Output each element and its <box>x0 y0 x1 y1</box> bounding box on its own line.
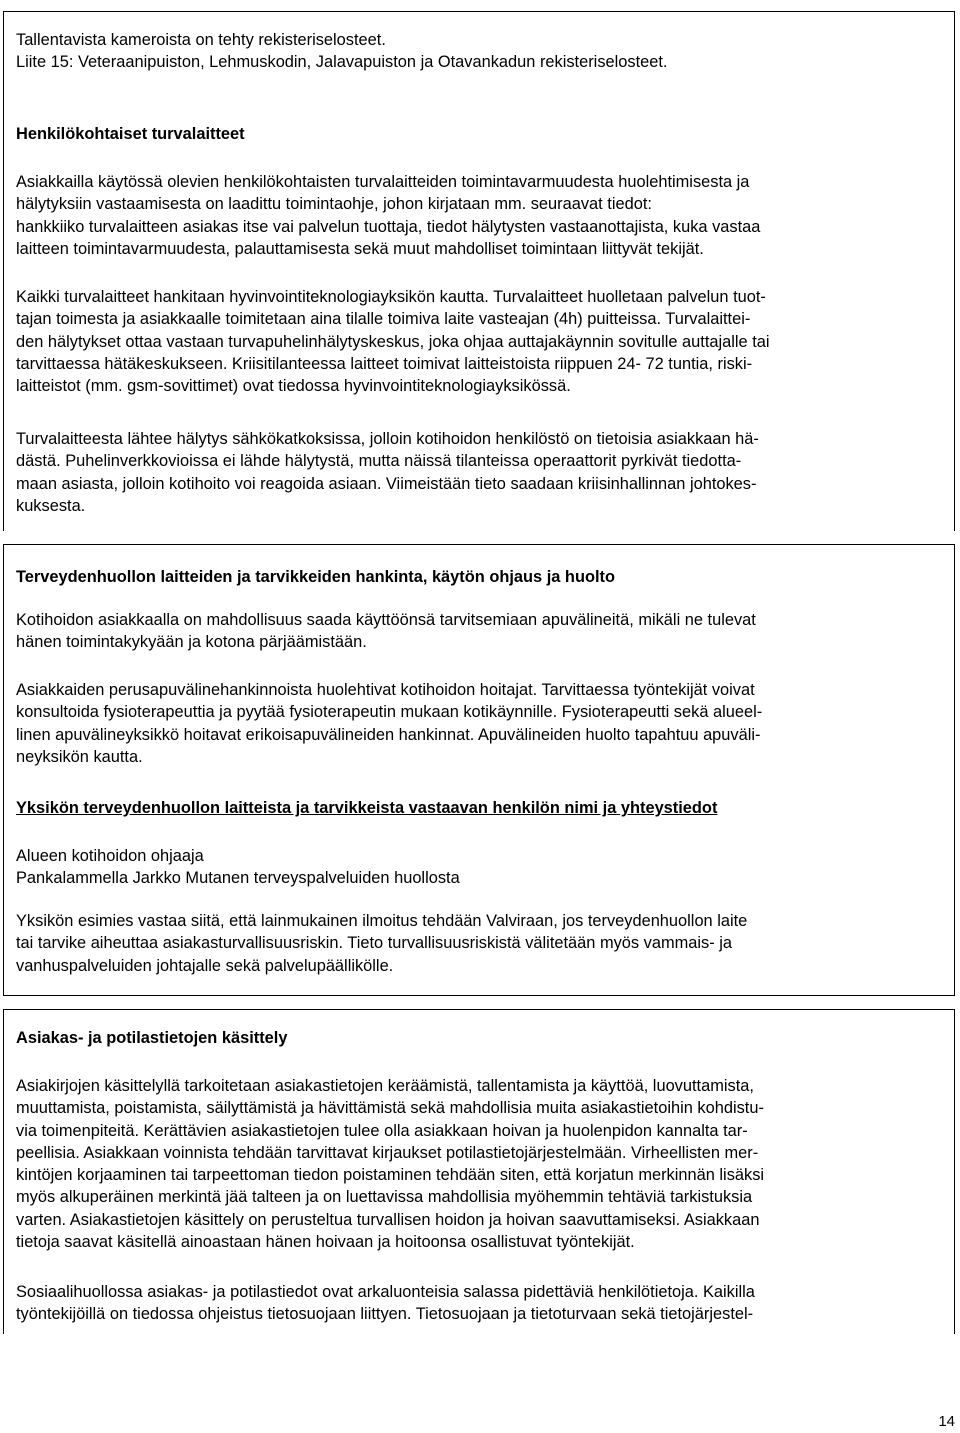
paragraph <box>16 910 941 977</box>
section-box-turvalaitteet <box>3 11 955 531</box>
text-line: Sosiaalihuollossa asiakas- ja potilastiedot ovat arkaluonteisia salassa pidettäviä henkilötietoja. Kaikilla <box>16 1283 755 1301</box>
paragraph <box>16 171 941 260</box>
text-line: konsultoida fysioterapeuttia ja pyytää fysioterapeutin mukaan kotikäynnille. Fysioterapeutti sekä alueel- <box>16 703 763 722</box>
text-line: Tallentavista kameroista on tehty rekisteriselosteet. <box>16 31 386 49</box>
text-line: Liite 15: Veteraanipuiston, Lehmuskodin, Jalavapuiston ja Otavankadun rekisteriselosteet. <box>16 53 668 72</box>
text-line: Kaikki turvalaitteet hankitaan hyvinvointiteknologiayksikön kautta. Turvalaitteet huolletaan palvelun tuot- <box>16 288 766 306</box>
text-line: Turvalaitteesta lähtee hälytys sähkökatkoksissa, jolloin kotihoidon henkilöstö on tietoisia asiakkaan hä- <box>16 430 759 448</box>
page-number: 14 <box>938 1413 955 1430</box>
text-line: tai tarvike aiheuttaa asiakasturvallisuusriskin. Tieto turvallisuusriskistä välitetään myös vammais- ja <box>16 934 733 953</box>
text-line: kintöjen korjaaminen tai tarpeettoman tiedon poistaminen tehdään siten, että korjatun merkinnän lisäksi <box>16 1166 765 1185</box>
text-line: myös alkuperäinen merkintä jää talteen ja on luettavissa mahdollisia myöhemmin tehtäviä tarkistuksia <box>16 1188 753 1207</box>
text-line: hälytyksiin vastaamisesta on laadittu toimintaohje, johon kirjataan mm. seuraavat tiedot: <box>16 195 652 214</box>
text-line: den hälytykset ottaa vastaan turvapuhelinhälytyskeskus, joka ohjaa auttajakäynnin sovitulle auttajalle tai <box>16 332 770 351</box>
paragraph <box>16 1075 941 1253</box>
text-line: työntekijöillä on tiedossa ohjeistus tietosuojaan liittyen. Tietosuojaan ja tietoturvaan sekä tietojärjestel- <box>16 1305 754 1324</box>
section-box-laitteet-tarvikkeet <box>3 544 955 996</box>
text-line: Asiakkaiden perusapuvälinehankinnoista huolehtivat kotihoidon hoitajat. Tarvittaessa työntekijät voivat <box>16 681 755 699</box>
section-heading: Asiakas- ja potilastietojen käsittely <box>16 1029 288 1047</box>
text-line: neyksikön kautta. <box>16 747 143 766</box>
section-heading: Terveydenhuollon laitteiden ja tarvikkeiden hankinta, käytön ohjaus ja huolto <box>16 568 615 586</box>
paragraph <box>16 286 941 397</box>
text-line: hankkiiko turvalaitteen asiakas itse vai palvelun tuottaja, tiedot hälytysten vastaanottajista, kuka vastaa <box>16 217 761 236</box>
paragraph <box>16 1281 941 1326</box>
text-line: maan asiasta, jolloin kotihoito voi reagoida asiaan. Viimeistään tieto saadaan kriisinhallinnan johtokes- <box>16 474 757 493</box>
text-line: varten. Asiakastietojen käsittely on perusteltua turvallisen hoidon ja hoivan saavuttamiseksi. Asiakkaan <box>16 1210 760 1229</box>
text-line: vanhuspalveluiden johtajalle sekä palvelupäällikölle. <box>16 956 394 975</box>
section-heading: Henkilökohtaiset turvalaitteet <box>16 125 245 143</box>
responsible-person-heading: Yksikön terveydenhuollon laitteista ja tarvikkeista vastaavan henkilön nimi ja yhteystiedot <box>16 799 718 817</box>
text-line: tajan toimesta ja asiakkaalle toimitetaan aina tilalle toimiva laite vasteajan (4h) puitteissa. Turvalaittei- <box>16 310 751 329</box>
text-line: muuttamista, poistamista, säilyttämistä ja hävittämistä sekä mahdollisia muita asiakastietoihin kohdistu- <box>16 1099 764 1118</box>
text-line: laitteen toimintavarmuudesta, palauttamisesta sekä muut mahdolliset toimintaan liittyvät tekijät. <box>16 239 704 258</box>
text-line: dästä. Puhelinverkkovioissa ei lähde hälytystä, mutta näissä tilanteissa operaattorit pyrkivät tiedotta- <box>16 452 742 471</box>
text-line: via toimenpiteitä. Kerättävien asiakastietojen tulee olla asiakkaan hoivan ja huolenpidon kannalta tar- <box>16 1121 748 1140</box>
paragraph <box>16 679 941 768</box>
paragraph <box>16 428 941 517</box>
text-line: peellisia. Asiakkaan voinnista tehdään tarvittavat kirjaukset potilastietojärjestelmään. Virheellisten mer- <box>16 1143 759 1162</box>
text-line: Alueen kotihoidon ohjaaja <box>16 847 204 865</box>
contact-info <box>16 845 941 890</box>
text-line: tietoja saavat käsitellä ainoastaan hänen hoivaan ja hoitoonsa osallistuvat työntekijät. <box>16 1233 635 1252</box>
text-line: kuksesta. <box>16 496 86 515</box>
text-line: Yksikön esimies vastaa siitä, että lainmukainen ilmoitus tehdään Valviraan, jos terveydenhuollon laite <box>16 912 748 930</box>
paragraph <box>16 609 941 654</box>
text-line: Asiakkailla käytössä olevien henkilökohtaisten turvalaitteiden toimintavarmuudesta huolehtimisesta ja <box>16 173 750 191</box>
text-line: Kotihoidon asiakkaalla on mahdollisuus saada käyttöönsä tarvitsemiaan apuvälineitä, mikäli ne tulevat <box>16 611 756 629</box>
text-line: Asiakirjojen käsittelyllä tarkoitetaan asiakastietojen keräämistä, tallentamista ja käyttöä, luovuttamista, <box>16 1077 754 1095</box>
intro-text <box>16 29 941 74</box>
text-line: Pankalammella Jarkko Mutanen terveyspalveluiden huollosta <box>16 869 460 888</box>
text-line: laitteistot (mm. gsm-sovittimet) ovat tiedossa hyvinvointiteknologiayksikössä. <box>16 377 571 396</box>
text-line: linen apuvälineyksikkö hoitavat erikoisapuvälineiden hankinnat. Apuvälineiden huolto tapahtuu apuväli- <box>16 725 761 744</box>
section-box-asiakastiedot <box>3 1009 955 1334</box>
text-line: hänen toimintakykyään ja kotona pärjäämistään. <box>16 633 367 652</box>
text-line: tarvittaessa hätäkeskukseen. Kriisitilanteessa laitteet toimivat laitteistoista riippuen 24- 72 tuntia, riski- <box>16 354 753 373</box>
